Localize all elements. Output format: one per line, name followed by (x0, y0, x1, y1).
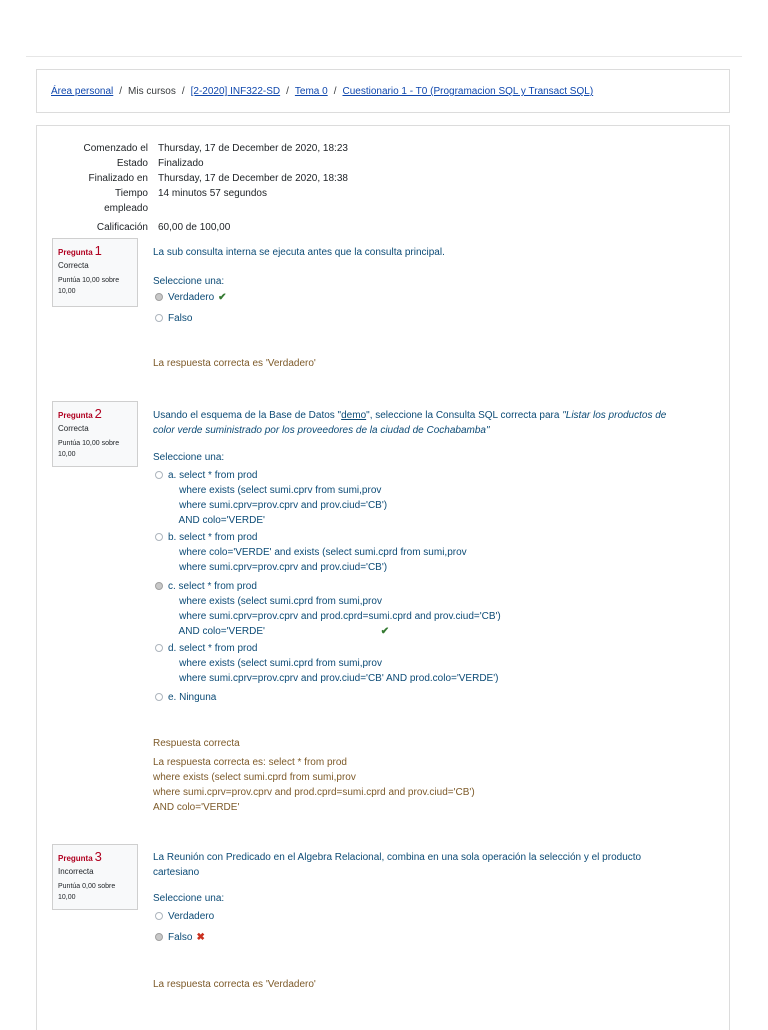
question-text-3: La Reunión con Predicado en el Algebra Relacional, combina en una sola operación la selección y el producto cartesiano (153, 852, 642, 878)
question-prompt-3: Seleccione una: (153, 893, 225, 904)
radio-button[interactable] (155, 471, 163, 479)
summary-value: Thursday, 17 de December de 2020, 18:38 (158, 173, 348, 184)
breadcrumb-topic[interactable]: Tema 0 (294, 86, 328, 97)
summary-label: Comenzado el (83, 143, 148, 154)
breadcrumb-quiz[interactable]: Cuestionario 1 - T0 (Programacion SQL y Transact SQL) (342, 86, 594, 97)
answer-option[interactable] (155, 930, 205, 945)
question-number (58, 243, 132, 258)
summary-row-state (37, 156, 348, 171)
radio-button[interactable] (155, 693, 163, 701)
radio-button[interactable] (155, 533, 163, 541)
answer-option-text: Falso (168, 932, 193, 943)
summary-label: Finalizado en (88, 173, 148, 184)
question-info-3 (52, 844, 138, 910)
question-label: Pregunta (58, 854, 93, 863)
question-label: Pregunta (58, 411, 93, 420)
header-divider (26, 56, 742, 57)
schema-link[interactable]: demo (341, 410, 367, 421)
radio-button[interactable] (155, 912, 163, 920)
question-prompt-2: Seleccione una: (153, 452, 225, 463)
radio-button[interactable] (155, 933, 163, 941)
answer-option-text: Verdadero (168, 911, 215, 922)
radio-button[interactable] (155, 293, 163, 301)
check-icon: ✔ (380, 626, 390, 637)
question-state: Correcta (58, 261, 89, 270)
breadcrumb-my-courses: Mis cursos (128, 86, 176, 97)
question-number-value: 2 (94, 406, 102, 421)
summary-value: Finalizado (158, 158, 204, 169)
question-number (58, 849, 132, 864)
summary-row-completed (37, 171, 348, 186)
question-feedback-status-2: Respuesta correcta (153, 738, 240, 749)
question-text-part: ", seleccione la Consulta SQL correcta para (366, 410, 563, 421)
breadcrumb-separator: / (119, 86, 123, 97)
summary-value: 14 minutos 57 segundos (158, 188, 267, 199)
question-state: Incorrecta (58, 867, 94, 876)
summary-row-started (37, 141, 348, 156)
answer-option-text: b. select * from prod where colo='VERDE' and exists (select sumi.cprd from sumi,prov where sumi.cprv=prov.cprv and prov.ciud='CB') (168, 532, 467, 573)
answer-option-text: e. Ninguna (168, 692, 217, 703)
summary-row-grade (37, 220, 348, 235)
answer-option[interactable] (155, 290, 227, 305)
radio-button[interactable] (155, 582, 163, 590)
question-grade: Puntúa 10,00 sobre 10,00 (58, 440, 120, 458)
summary-label: Estado (116, 158, 148, 169)
breadcrumb-course[interactable]: [2-2020] INF322-SD (190, 86, 281, 97)
quiz-review-panel (36, 125, 730, 1030)
answer-option-text: c. select * from prod where exists (select sumi.cprd from sumi,prov where sumi.cprv=prov.cprv and prod.cprd=sumi.cprd and prov.ciud='CB') AND colo='VERDE' (168, 581, 501, 637)
question-grade: Puntúa 0,00 sobre 10,00 (58, 883, 116, 901)
radio-button[interactable] (155, 644, 163, 652)
answer-option[interactable] (155, 468, 387, 528)
question-text-emphasis: "Listar los productos de color verde suministrado por los proveedores de la ciudad de Cochabamba" (153, 410, 667, 436)
summary-value: 60,00 de 100,00 (158, 222, 231, 233)
question-number-value: 1 (94, 243, 102, 258)
summary-row-time-taken (37, 186, 348, 216)
question-info-1 (52, 238, 138, 307)
check-icon: ✔ (218, 292, 227, 303)
question-number-value: 3 (94, 849, 102, 864)
cross-icon: ✖ (196, 932, 205, 943)
question-grade: Puntúa 10,00 sobre 10,00 (58, 277, 120, 295)
question-info-2 (52, 401, 138, 467)
question-text-1: La sub consulta interna se ejecuta antes que la consulta principal. (153, 247, 445, 258)
summary-label: Tiempo empleado (104, 188, 148, 214)
breadcrumb-separator: / (333, 86, 337, 97)
answer-option[interactable] (155, 641, 498, 686)
question-feedback-3: La respuesta correcta es 'Verdadero' (153, 979, 316, 990)
answer-option[interactable] (155, 909, 214, 924)
question-state: Correcta (58, 424, 89, 433)
breadcrumb-separator: / (181, 86, 185, 97)
breadcrumb (36, 69, 730, 113)
answer-option-text: Verdadero (168, 292, 215, 303)
question-prompt-1: Seleccione una: (153, 276, 225, 287)
summary-value: Thursday, 17 de December de 2020, 18:23 (158, 143, 348, 154)
question-feedback-2: La respuesta correcta es: select * from prod where exists (select sumi.cprd from sumi,prov where sumi.cprv=prov.cprv and prod.cprd=sumi.cprd and prov.ciud='CB') AND colo='VERDE' (153, 757, 475, 813)
breadcrumb-separator: / (286, 86, 289, 97)
summary-label: Calificación (96, 222, 148, 233)
radio-button[interactable] (155, 314, 163, 322)
answer-option[interactable] (155, 579, 501, 639)
answer-option-text: a. select * from prod where exists (select sumi.cprv from sumi,prov where sumi.cprv=prov.cprv and prov.ciud='CB') AND colo='VERDE' (168, 470, 388, 526)
answer-option-text: Falso (168, 313, 193, 324)
question-feedback-1: La respuesta correcta es 'Verdadero' (153, 358, 316, 369)
question-text-2 (153, 408, 673, 438)
question-text-part: Usando el esquema de la Base de Datos " (153, 410, 342, 421)
answer-option-text: d. select * from prod where exists (select sumi.cprd from sumi,prov where sumi.cprv=prov.cprv and prov.ciud='CB' AND prod.colo='VERDE') (168, 643, 499, 684)
question-number (58, 406, 132, 421)
answer-option[interactable] (155, 530, 467, 575)
breadcrumb-home[interactable]: Área personal (51, 86, 114, 97)
answer-option[interactable] (155, 311, 192, 326)
attempt-summary (37, 141, 348, 235)
question-label: Pregunta (58, 248, 93, 257)
answer-option[interactable] (155, 690, 216, 705)
